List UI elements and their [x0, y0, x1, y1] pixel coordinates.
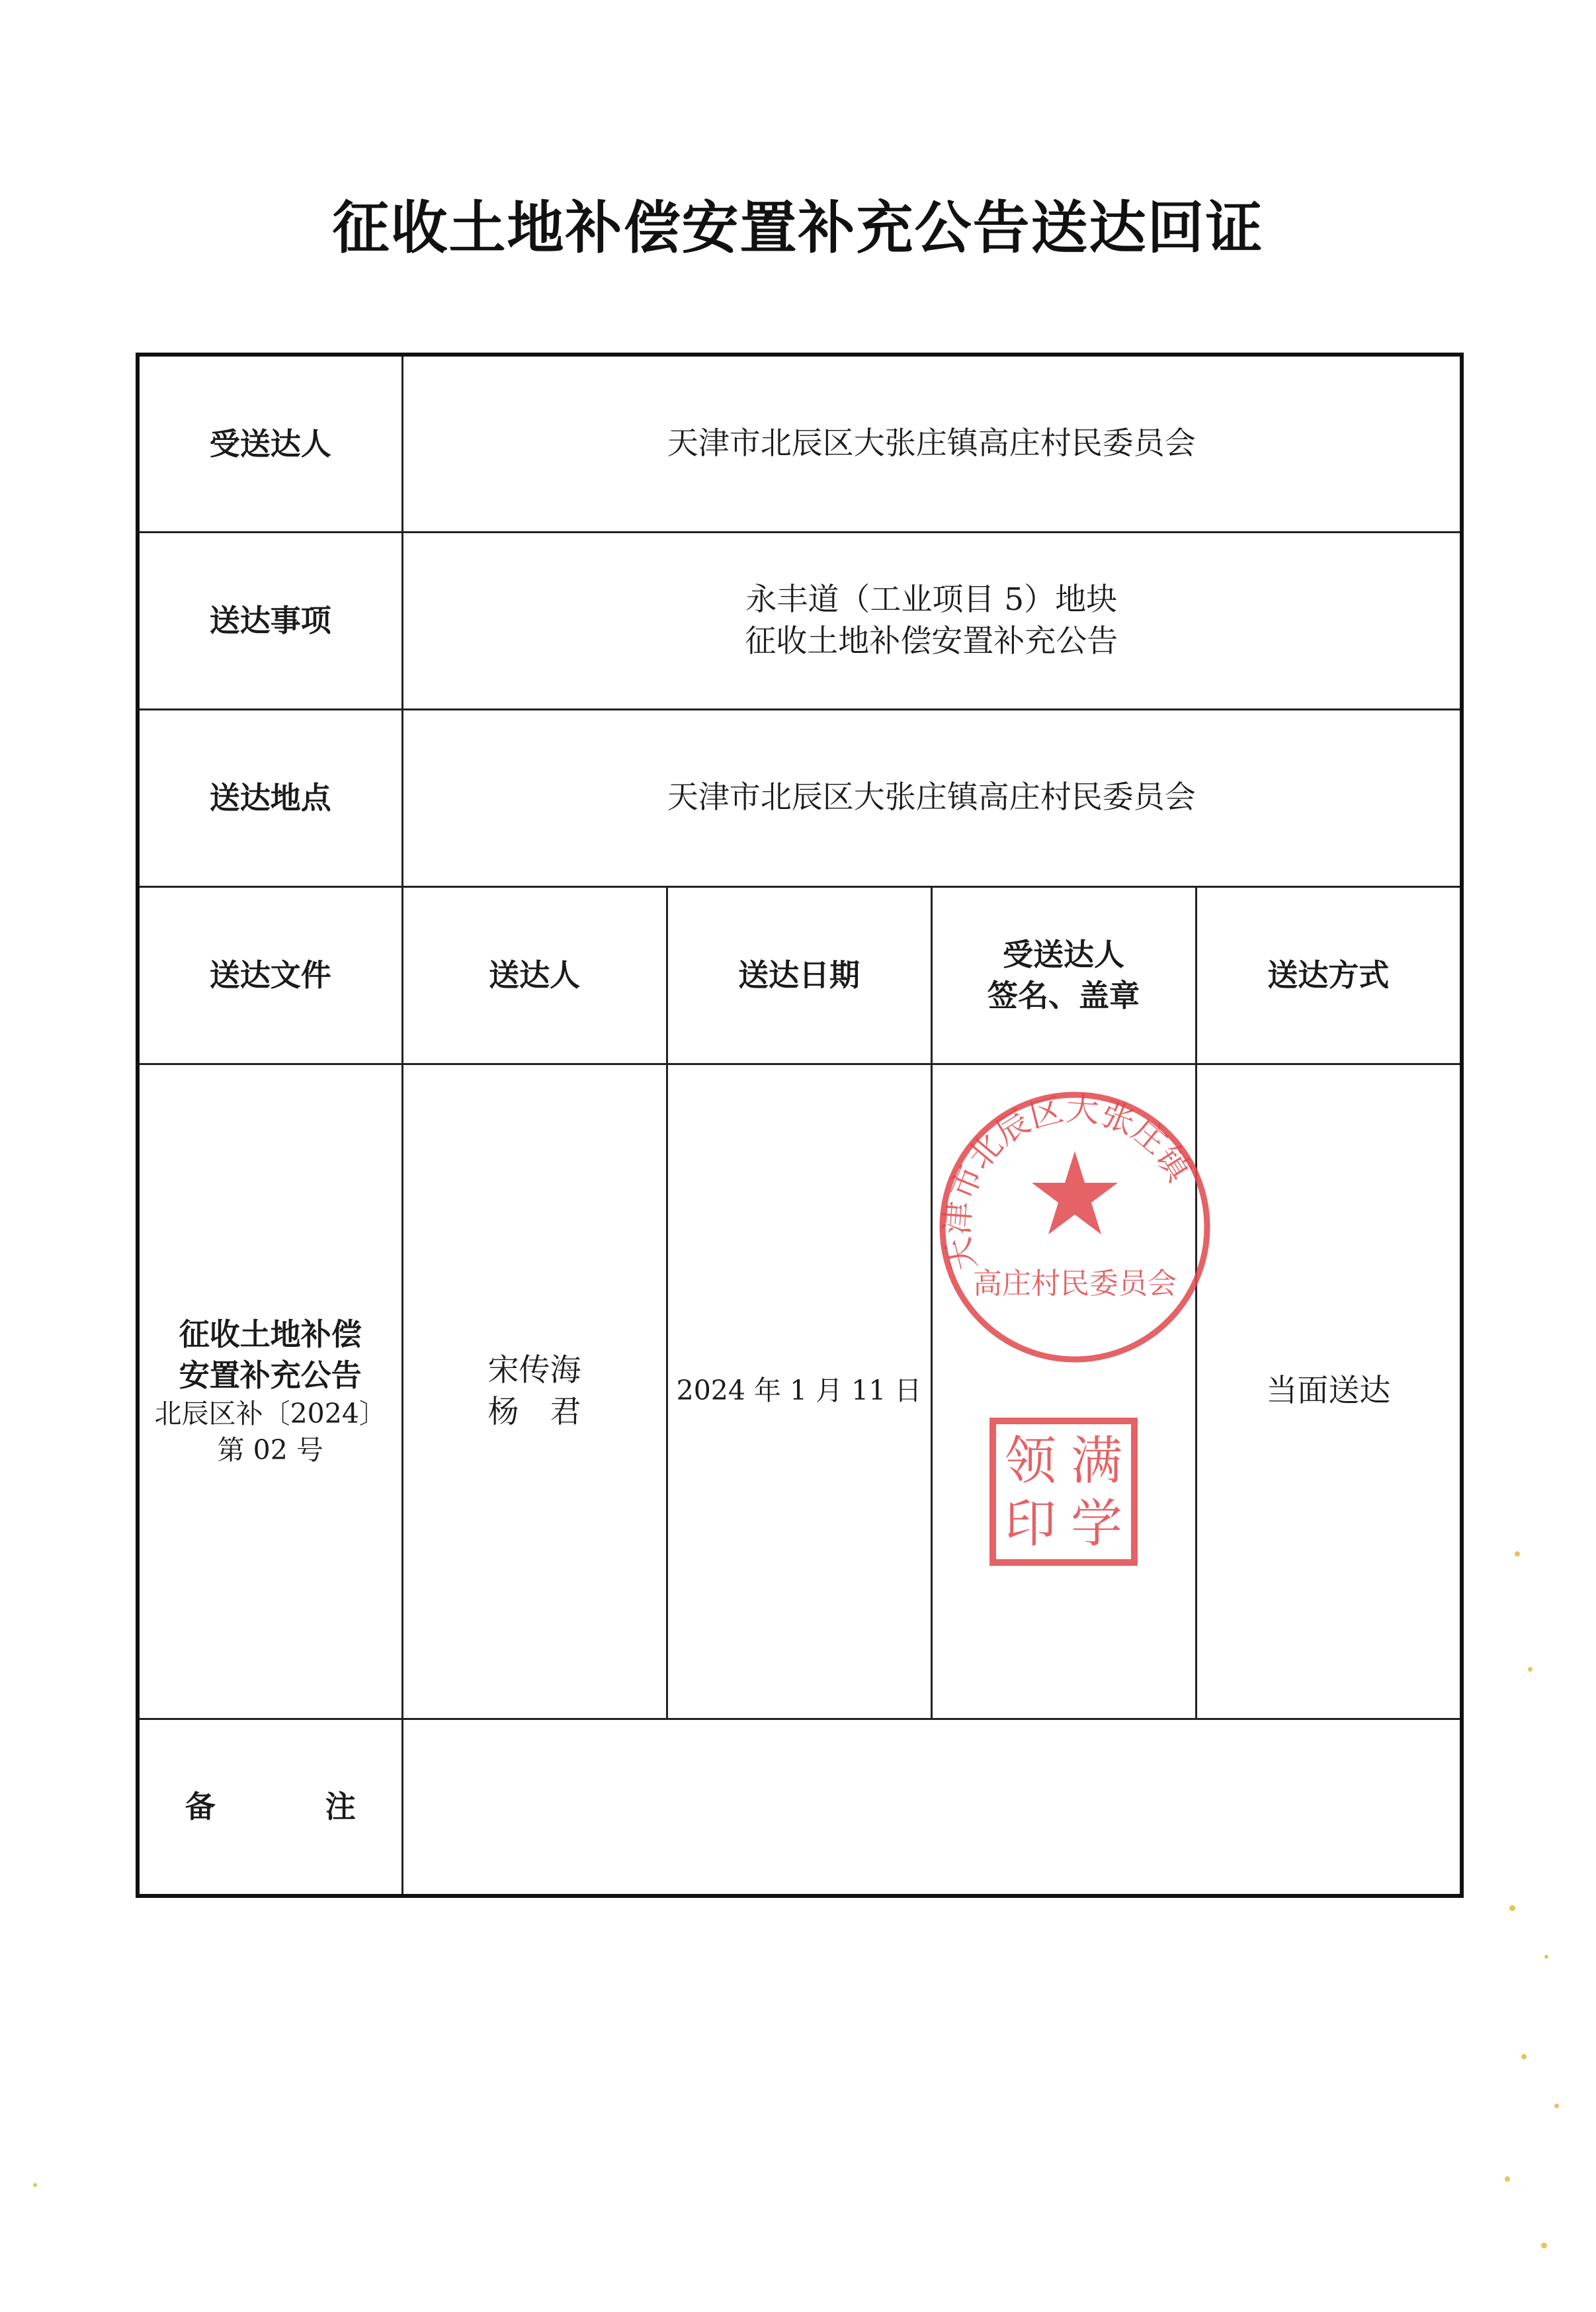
- file-title-line-1: 征收土地补偿: [179, 1316, 362, 1352]
- server-cell: [402, 1064, 667, 1719]
- recipient-value: 天津市北辰区大张庄镇高庄村民委员会: [402, 355, 1462, 532]
- location-label: 送达地点: [138, 709, 402, 886]
- scan-speck: [1554, 2104, 1559, 2108]
- square-personal-seal: [987, 1416, 1140, 1568]
- scan-speck: [1521, 2054, 1527, 2059]
- file-number-line-1: 北辰区补〔2024〕: [154, 1397, 386, 1430]
- matter-value: [402, 532, 1462, 709]
- svg-text:满: 满: [1070, 1431, 1123, 1491]
- matter-row: [138, 532, 1462, 709]
- svg-text:领: 领: [1004, 1431, 1057, 1491]
- col-sign-header-line-1: 受送达人: [1003, 936, 1124, 972]
- file-title-line-2: 安置补充公告: [179, 1357, 362, 1393]
- entry-row: [138, 1064, 1462, 1719]
- col-date-header: 送达日期: [667, 886, 931, 1064]
- col-sign-header-line-2: 签名、盖章: [987, 978, 1140, 1013]
- remarks-label: [138, 1719, 402, 1896]
- document-title: 征收土地补偿安置补充公告送达回证: [332, 195, 1264, 261]
- svg-text:高庄村民委员会: 高庄村民委员会: [972, 1266, 1177, 1301]
- file-number-line-2: 第 02 号: [217, 1434, 323, 1467]
- svg-text:天津市北辰区大张庄镇: 天津市北辰区大张庄镇: [937, 1089, 1198, 1275]
- matter-line-2: 征收土地补偿安置补充公告: [745, 623, 1118, 660]
- star-icon: [1032, 1151, 1118, 1234]
- column-header-row: [138, 886, 1462, 1064]
- location-value: 天津市北辰区大张庄镇高庄村民委员会: [402, 709, 1462, 886]
- recipient-label: 受送达人: [138, 355, 402, 532]
- svg-text:学: 学: [1070, 1494, 1123, 1554]
- round-official-seal: [933, 1085, 1217, 1369]
- svg-text:印: 印: [1004, 1494, 1057, 1554]
- scan-speck: [1505, 2176, 1510, 2182]
- signature-cell: [931, 1064, 1196, 1719]
- remarks-row: [138, 1719, 1462, 1896]
- remarks-value: [402, 1719, 1462, 1896]
- scan-speck: [1541, 2243, 1547, 2248]
- col-method-header: 送达方式: [1196, 886, 1462, 1064]
- server-name-1: 宋传海: [487, 1351, 581, 1389]
- scan-speck: [1528, 1667, 1533, 1672]
- matter-line-1: 永丰道（工业项目 5）地块: [745, 581, 1118, 618]
- scan-speck: [1544, 1955, 1548, 1959]
- remarks-label-text: 备 注: [185, 1789, 396, 1825]
- server-name-2: 杨 君: [487, 1394, 581, 1430]
- col-sign-header: [931, 886, 1196, 1064]
- scan-speck: [33, 2183, 37, 2187]
- delivery-receipt-table: [136, 353, 1464, 1898]
- matter-label: 送达事项: [138, 532, 402, 709]
- col-server-header: 送达人: [402, 886, 667, 1064]
- recipient-row: [138, 355, 1462, 532]
- file-cell: [138, 1064, 402, 1719]
- col-file-header: 送达文件: [138, 886, 402, 1064]
- location-row: [138, 709, 1462, 886]
- date-cell: 2024 年 1 月 11 日: [667, 1064, 931, 1719]
- method-cell: 当面送达: [1196, 1064, 1462, 1719]
- scan-speck: [1509, 1905, 1515, 1911]
- scan-speck: [1515, 1551, 1520, 1557]
